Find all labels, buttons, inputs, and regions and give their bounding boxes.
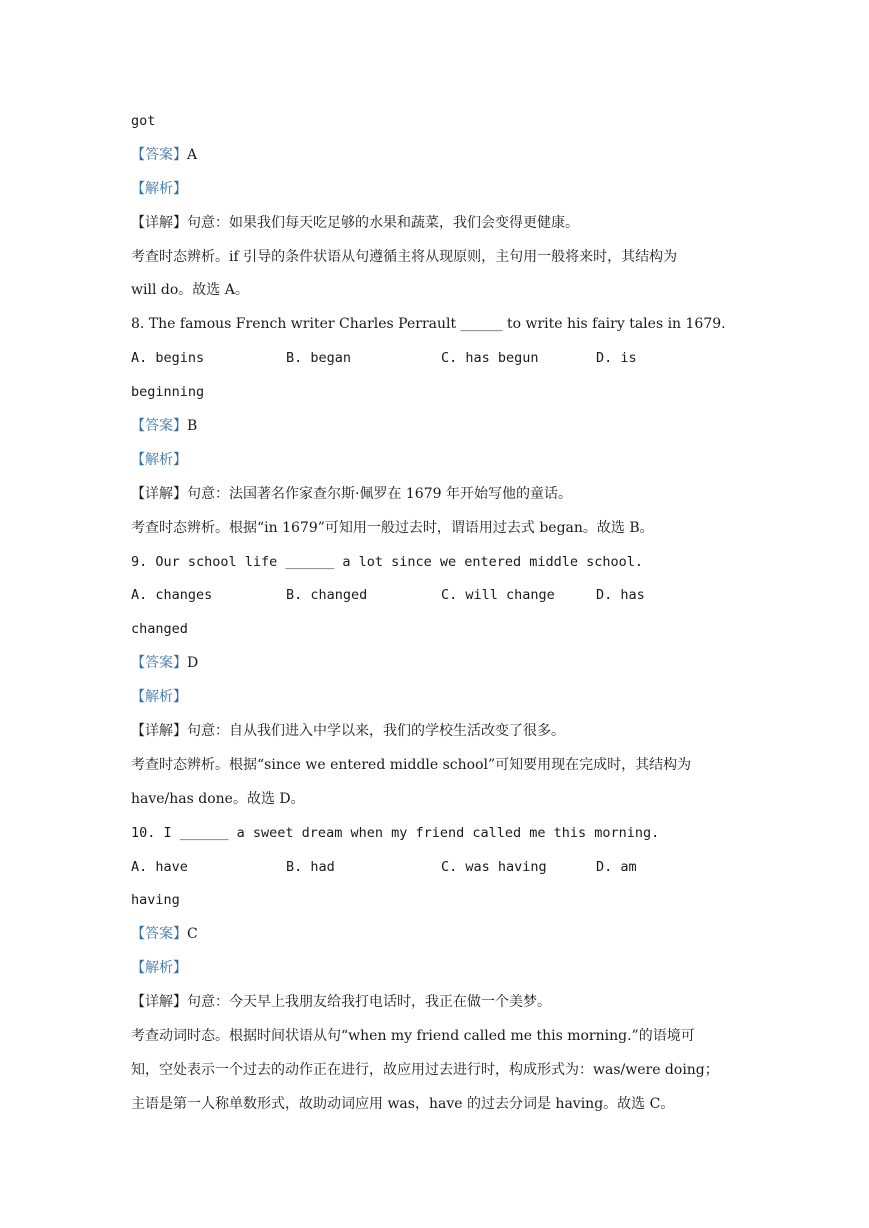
answer-tag-line	[131, 139, 751, 173]
text-line: have/has done。故选 D。	[131, 790, 305, 807]
section-tag: 【详解】	[131, 723, 187, 740]
option-item: C. will change	[441, 587, 555, 604]
section-tag: 【解析】	[131, 960, 187, 977]
section-tag: 【答案】	[131, 146, 187, 163]
text-line: 9. Our school life ______ a lot since we entered middle school.	[131, 553, 644, 570]
section-tag: 【答案】	[131, 655, 187, 672]
option-item: A. have	[131, 858, 188, 875]
answer-tag-line	[131, 681, 751, 715]
section-tag: 【解析】	[131, 689, 187, 706]
text-line: 8. The famous French writer Charles Perrault ______ to write his fairy tales in 1679.	[131, 316, 726, 333]
section-tag: 【答案】	[131, 926, 187, 943]
text-line: will do。故选 A。	[131, 282, 249, 299]
option-item: A. changes	[131, 587, 213, 604]
detail-line	[131, 207, 751, 241]
option-item: C. has begun	[441, 350, 539, 367]
text-line: 主语是第一人称单数形式，故助动词应用 was，have 的过去分词是 having。故选 C。	[131, 1095, 675, 1112]
document-page	[131, 105, 751, 1122]
text-line: changed	[131, 621, 188, 638]
line-text: D	[187, 655, 199, 672]
section-tag: 【答案】	[131, 418, 187, 435]
detail-line	[131, 478, 751, 512]
line-text: 句意：法国著名作家查尔斯·佩罗在 1679 年开始写他的童话。	[187, 485, 572, 502]
line-text: 句意：今天早上我朋友给我打电话时，我正在做一个美梦。	[187, 994, 551, 1011]
line-text: B	[187, 418, 198, 435]
options-row	[131, 851, 751, 885]
line-text: C	[187, 926, 198, 943]
text-line: 考查时态辨析。if 引导的条件状语从句遵循主将从现原则，主句用一般将来时，其结构为	[131, 248, 678, 265]
section-tag: 【解析】	[131, 180, 187, 197]
answer-tag-line	[131, 918, 751, 952]
text-line: 考查时态辨析。根据“since we entered middle school”可知要用现在完成时，其结构为	[131, 756, 692, 773]
section-tag: 【详解】	[131, 485, 187, 502]
text-line: beginning	[131, 384, 205, 401]
answer-tag-line	[131, 173, 751, 207]
section-tag: 【详解】	[131, 214, 187, 231]
option-item: B. changed	[286, 587, 368, 604]
text-line: 考查时态辨析。根据“in 1679”可知用一般过去时，谓语用过去式 began。故选 B。	[131, 519, 654, 536]
text-line: got	[131, 113, 156, 129]
option-item: B. had	[286, 858, 335, 875]
answer-tag-line	[131, 444, 751, 478]
option-item: A. begins	[131, 350, 205, 367]
detail-line	[131, 715, 751, 749]
text-line: 知，空处表示一个过去的动作正在进行，故应用过去进行时，构成形式为：was/were doing；	[131, 1061, 719, 1078]
text-line: having	[131, 892, 180, 909]
line-text: A	[187, 146, 198, 163]
line-text: 句意：如果我们每天吃足够的水果和蔬菜，我们会变得更健康。	[187, 214, 579, 231]
text-line: 10. I ______ a sweet dream when my friend called me this morning.	[131, 824, 660, 841]
answer-tag-line	[131, 410, 751, 444]
options-row	[131, 579, 751, 613]
answer-tag-line	[131, 647, 751, 681]
section-tag: 【解析】	[131, 451, 187, 468]
option-item: B. began	[286, 350, 352, 367]
answer-tag-line	[131, 952, 751, 986]
option-item: D. has	[596, 587, 645, 604]
line-text: 句意：自从我们进入中学以来，我们的学校生活改变了很多。	[187, 723, 565, 740]
option-item: D. am	[596, 858, 637, 875]
option-item: C. was having	[441, 858, 547, 875]
option-item: D. is	[596, 350, 637, 367]
text-line: 考查动词时态。根据时间状语从句“when my friend called me this morning.”的语境可	[131, 1028, 695, 1045]
options-row	[131, 342, 751, 376]
section-tag: 【详解】	[131, 994, 187, 1011]
detail-line	[131, 986, 751, 1020]
